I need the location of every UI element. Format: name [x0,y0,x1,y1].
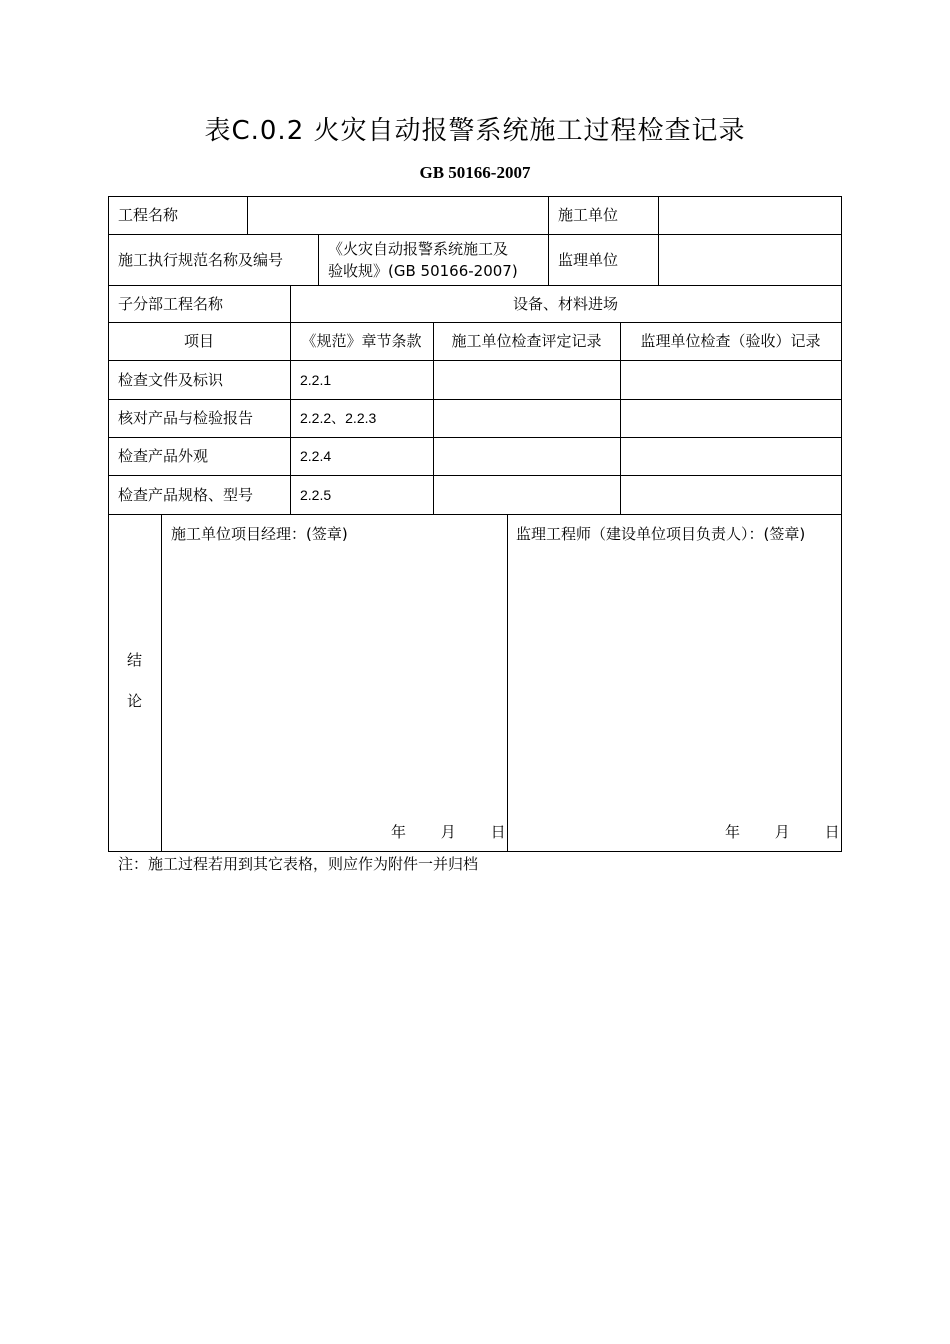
spec-value-line1: 《火灾自动报警系统施工及 [328,239,509,258]
table-row-construction-record[interactable] [433,399,620,437]
date-year-label: 年 [725,823,741,841]
supervision-unit-label: 监理单位 [558,250,619,269]
table-row-supervision-record[interactable] [620,360,841,399]
spec-label: 施工执行规范名称及编号 [118,250,284,269]
table-row-construction-record[interactable] [433,437,620,475]
table-row-construction-record[interactable] [433,360,620,399]
date-month-label: 月 [440,823,456,841]
construction-manager-signature-label: 施工单位项目经理：(签章) [171,525,348,543]
column-header-construction-record: 施工单位检查评定记录 [451,332,602,350]
table-row-clause: 2.2.4 [300,448,332,464]
column-header-clause: 《规范》章节条款 [301,332,422,350]
table-row-clause: 2.2.1 [300,371,332,388]
construction-unit-field[interactable] [658,196,841,234]
construction-unit-label: 施工单位 [558,206,619,224]
footnote: 注：施工过程若用到其它表格，则应作为附件一并归档 [118,855,479,873]
table-row-clause: 2.2.2、2.2.3 [300,410,377,426]
column-header-item: 项目 [183,332,214,350]
table-border-right [841,196,842,852]
date-day-label: 日 [490,823,506,841]
table-row-item: 检查产品规格、型号 [118,485,254,504]
date-day-label: 日 [824,823,840,841]
table-row-item: 检查文件及标识 [118,370,224,389]
standard-code: GB 50166-2007 [419,163,531,182]
conclusion-label-2: 论 [126,692,142,710]
table-row-supervision-record[interactable] [620,437,841,475]
table-row-construction-record[interactable] [433,475,620,514]
subproject-value[interactable]: 设备、材料进场 [512,294,618,313]
date-year-label: 年 [391,823,407,841]
subproject-label: 子分部工程名称 [118,294,224,313]
page-title: 表C.0.2 火灾自动报警系统施工过程检查记录 [204,116,746,146]
project-name-label: 工程名称 [118,206,179,224]
table-row-clause: 2.2.5 [300,486,332,503]
table-row-supervision-record[interactable] [620,399,841,437]
spec-value[interactable] [318,234,548,285]
supervision-unit-field[interactable] [658,234,841,285]
table-rule [108,514,842,515]
table-row-item: 检查产品外观 [118,447,209,465]
construction-signature-area[interactable] [162,553,507,813]
table-border-bottom [108,851,842,852]
date-month-label: 月 [774,823,790,841]
construction-date[interactable] [391,821,506,842]
table-row-item: 核对产品与检验报告 [118,409,254,427]
project-name-field[interactable] [247,196,548,234]
supervision-signature-area[interactable] [508,553,841,813]
conclusion-label-1: 结 [126,651,142,669]
supervision-date[interactable] [725,821,840,842]
table-row-supervision-record[interactable] [620,475,841,514]
column-header-supervision-record: 监理单位检查（验收）记录 [640,332,821,350]
supervision-engineer-signature-label: 监理工程师（建设单位项目负责人）：(签章) [516,525,806,543]
spec-value-line2: 验收规》(GB 50166-2007) [328,261,518,280]
